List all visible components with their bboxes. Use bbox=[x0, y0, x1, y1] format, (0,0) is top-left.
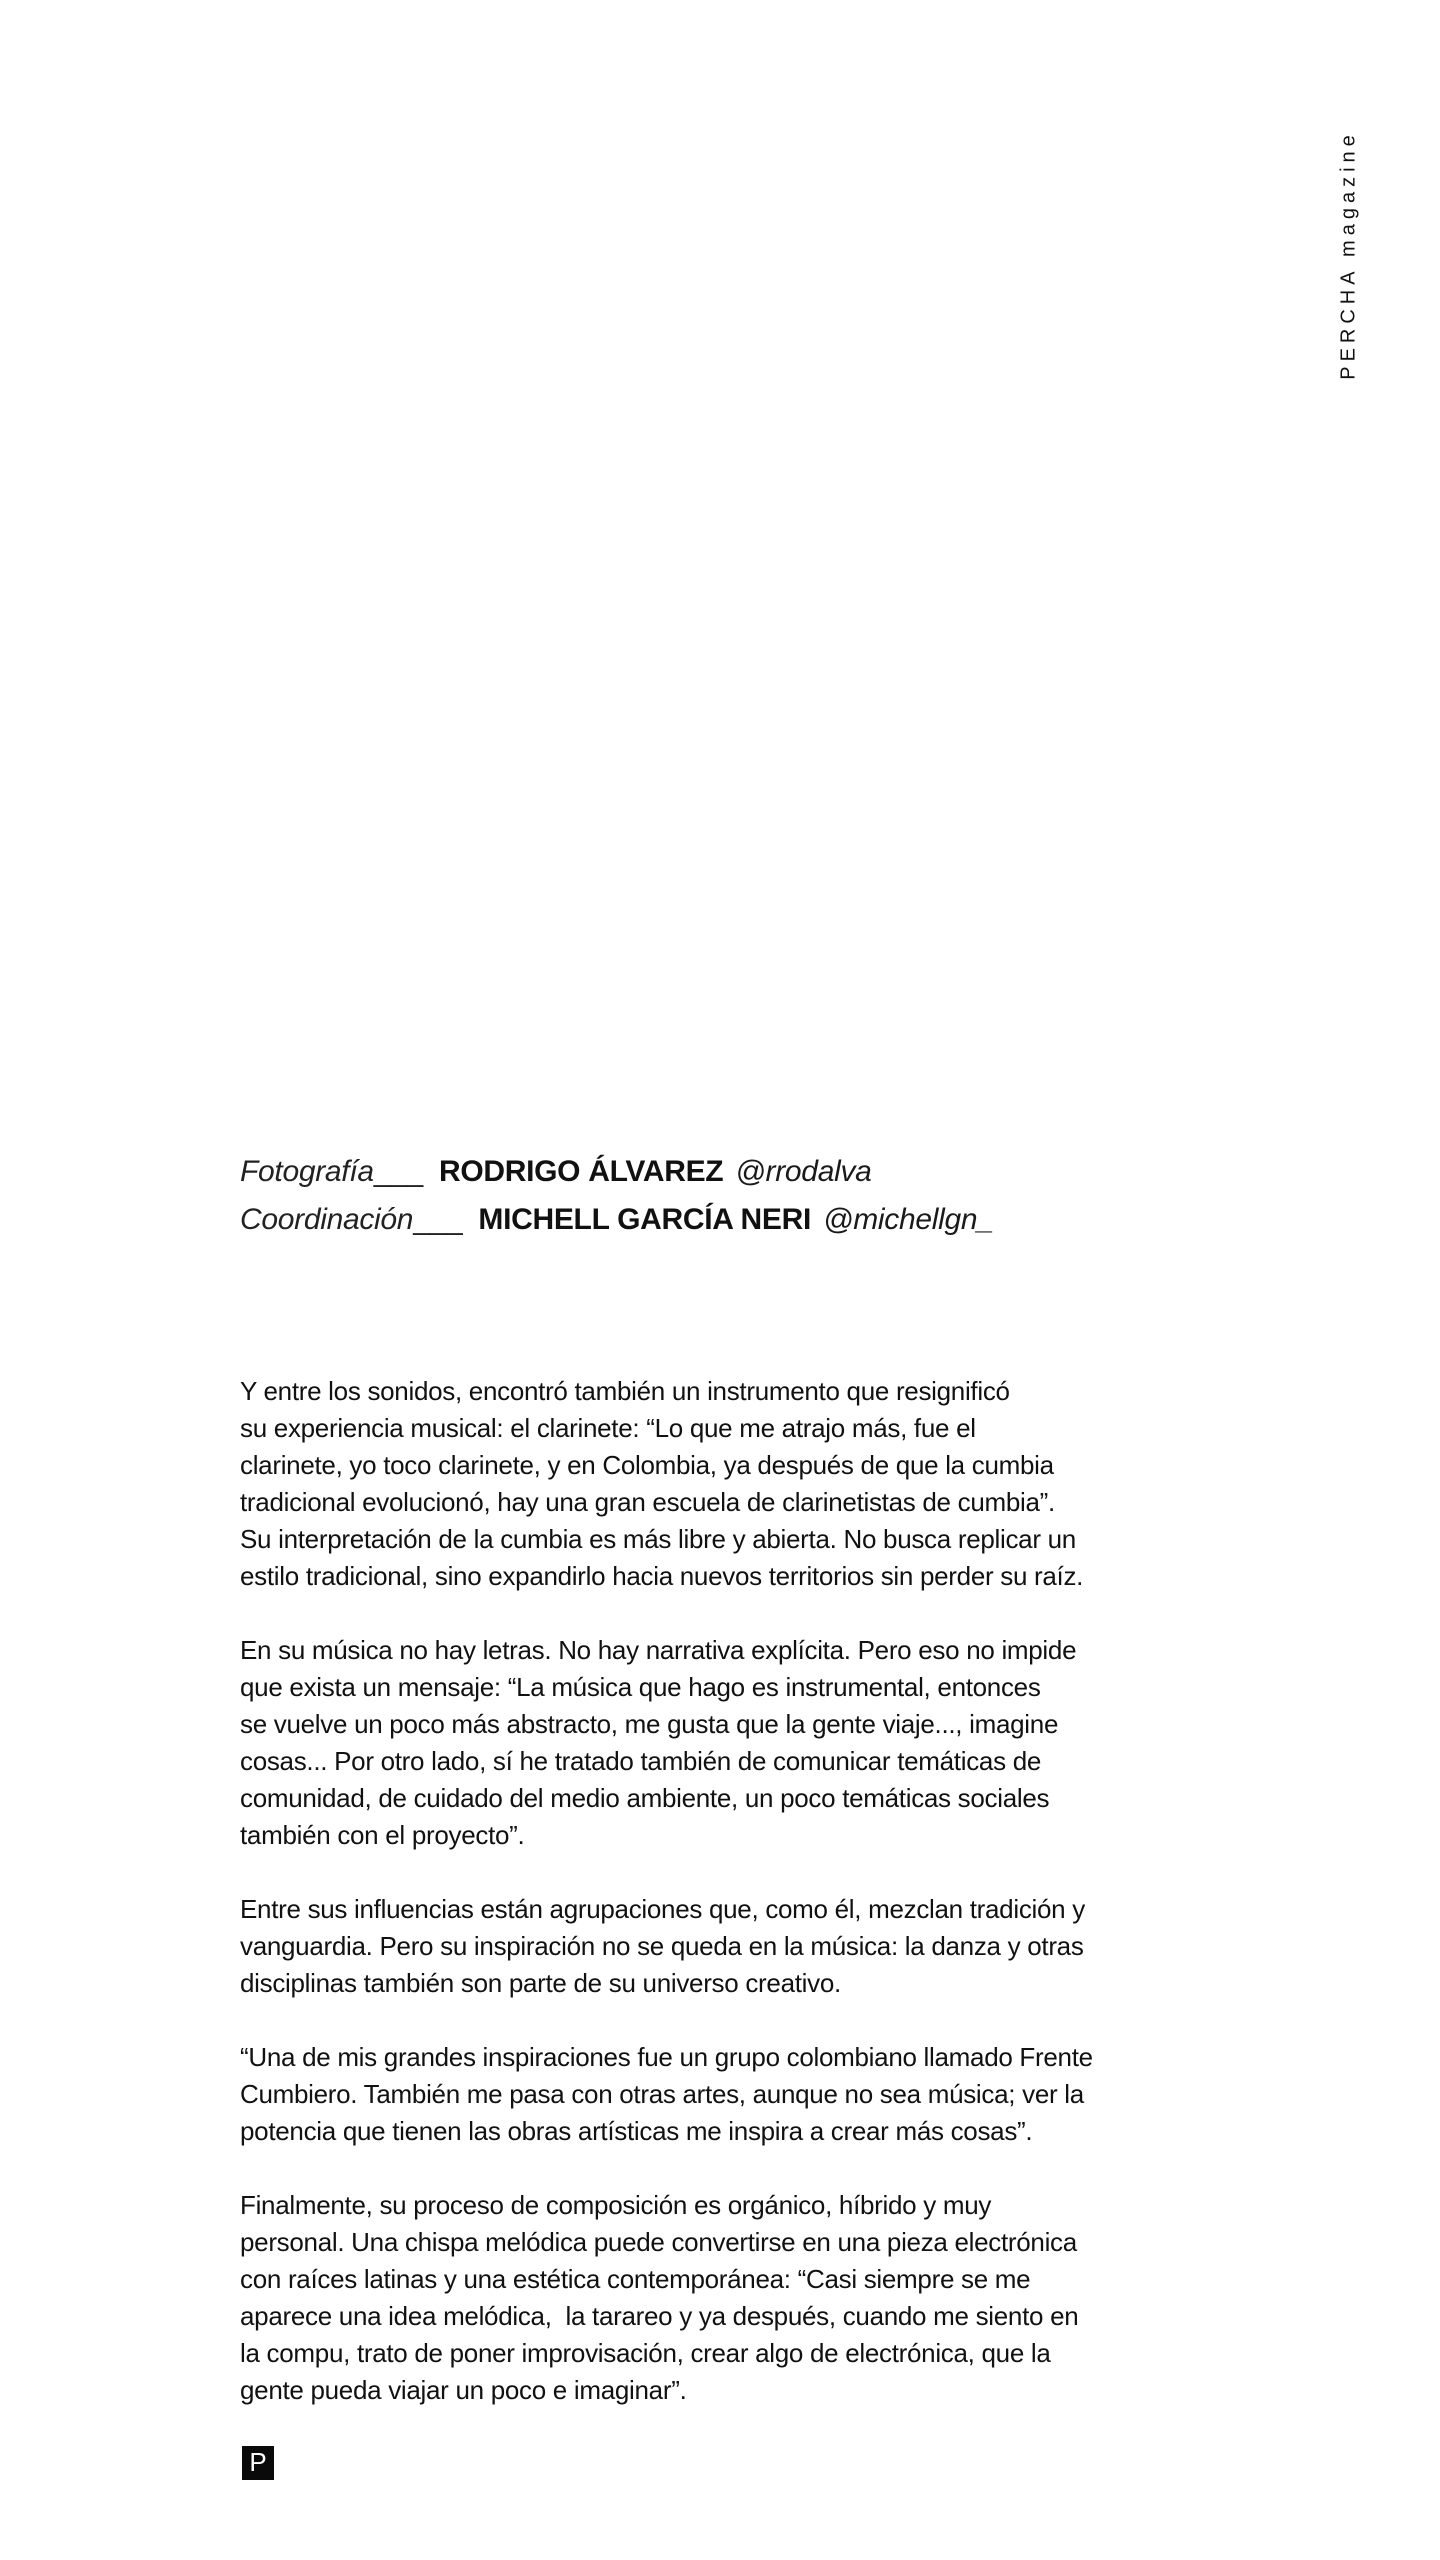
body-line: que exista un mensaje: “La música que hago es instrumental, entonces bbox=[240, 1672, 1041, 1702]
body-line: también con el proyecto”. bbox=[240, 1820, 525, 1850]
body-line: disciplinas también son parte de su universo creativo. bbox=[240, 1968, 841, 1998]
credit-separator: ___ bbox=[413, 1203, 463, 1236]
body-line: vanguardia. Pero su inspiración no se queda en la música: la danza y otras bbox=[240, 1931, 1084, 1961]
percha-logo-mark bbox=[242, 2446, 274, 2480]
paragraph bbox=[240, 2039, 1250, 2150]
paragraph bbox=[240, 1632, 1250, 1854]
body-line: Finalmente, su proceso de composición es orgánico, híbrido y muy bbox=[240, 2190, 992, 2220]
logo-letter: P bbox=[249, 2446, 267, 2477]
body-line: Su interpretación de la cumbia es más libre y abierta. No busca replicar un bbox=[240, 1524, 1076, 1554]
body-line: Cumbiero. También me pasa con otras artes, aunque no sea música; ver la bbox=[240, 2079, 1084, 2109]
credit-handle: @michellgn_ bbox=[823, 1203, 994, 1236]
body-line: cosas... Por otro lado, sí he tratado también de comunicar temáticas de bbox=[240, 1746, 1042, 1776]
credit-role: Coordinación bbox=[240, 1203, 414, 1236]
paragraph bbox=[240, 1373, 1250, 1595]
body-line: su experiencia musical: el clarinete: “Lo que me atrajo más, fue el bbox=[240, 1413, 976, 1443]
credits-block bbox=[240, 1148, 994, 1244]
body-line: “Una de mis grandes inspiraciones fue un grupo colombiano llamado Frente bbox=[240, 2042, 1093, 2072]
credit-role: Fotografía bbox=[240, 1155, 374, 1188]
credit-name: MICHELL GARCÍA NERI bbox=[478, 1203, 812, 1236]
credit-row-photography bbox=[240, 1148, 994, 1196]
body-line: personal. Una chispa melódica puede convertirse en una pieza electrónica bbox=[240, 2227, 1077, 2257]
body-line: se vuelve un poco más abstracto, me gusta que la gente viaje..., imagine bbox=[240, 1709, 1059, 1739]
body-line: Y entre los sonidos, encontró también un instrumento que resignificó bbox=[240, 1376, 1010, 1406]
body-line: aparece una idea melódica, la tarareo y ya después, cuando me siento en bbox=[240, 2301, 1079, 2331]
paragraph bbox=[240, 2187, 1250, 2409]
body-line: la compu, trato de poner improvisación, crear algo de electrónica, que la bbox=[240, 2338, 1051, 2368]
body-line: clarinete, yo toco clarinete, y en Colombia, ya después de que la cumbia bbox=[240, 1450, 1054, 1480]
body-line: comunidad, de cuidado del medio ambiente, un poco temáticas sociales bbox=[240, 1783, 1050, 1813]
masthead-vertical-text: PERCHA magazine bbox=[1337, 130, 1360, 380]
body-line: tradicional evolucionó, hay una gran escuela de clarinetistas de cumbia”. bbox=[240, 1487, 1055, 1517]
body-line: potencia que tienen las obras artísticas me inspira a crear más cosas”. bbox=[240, 2116, 1033, 2146]
credit-separator: ___ bbox=[373, 1155, 423, 1188]
body-line: con raíces latinas y una estética contemporánea: “Casi siempre se me bbox=[240, 2264, 1031, 2294]
article-body bbox=[240, 1373, 1250, 2446]
credit-handle: @rrodalva bbox=[735, 1155, 872, 1188]
paragraph bbox=[240, 1891, 1250, 2002]
body-line: estilo tradicional, sino expandirlo hacia nuevos territorios sin perder su raíz. bbox=[240, 1561, 1084, 1591]
credit-row-coordination bbox=[240, 1196, 994, 1244]
body-line: gente pueda viajar un poco e imaginar”. bbox=[240, 2375, 687, 2405]
body-line: Entre sus influencias están agrupaciones que, como él, mezclan tradición y bbox=[240, 1894, 1085, 1924]
credit-name: RODRIGO ÁLVAREZ bbox=[438, 1155, 724, 1188]
body-line: En su música no hay letras. No hay narrativa explícita. Pero eso no impide bbox=[240, 1635, 1077, 1665]
